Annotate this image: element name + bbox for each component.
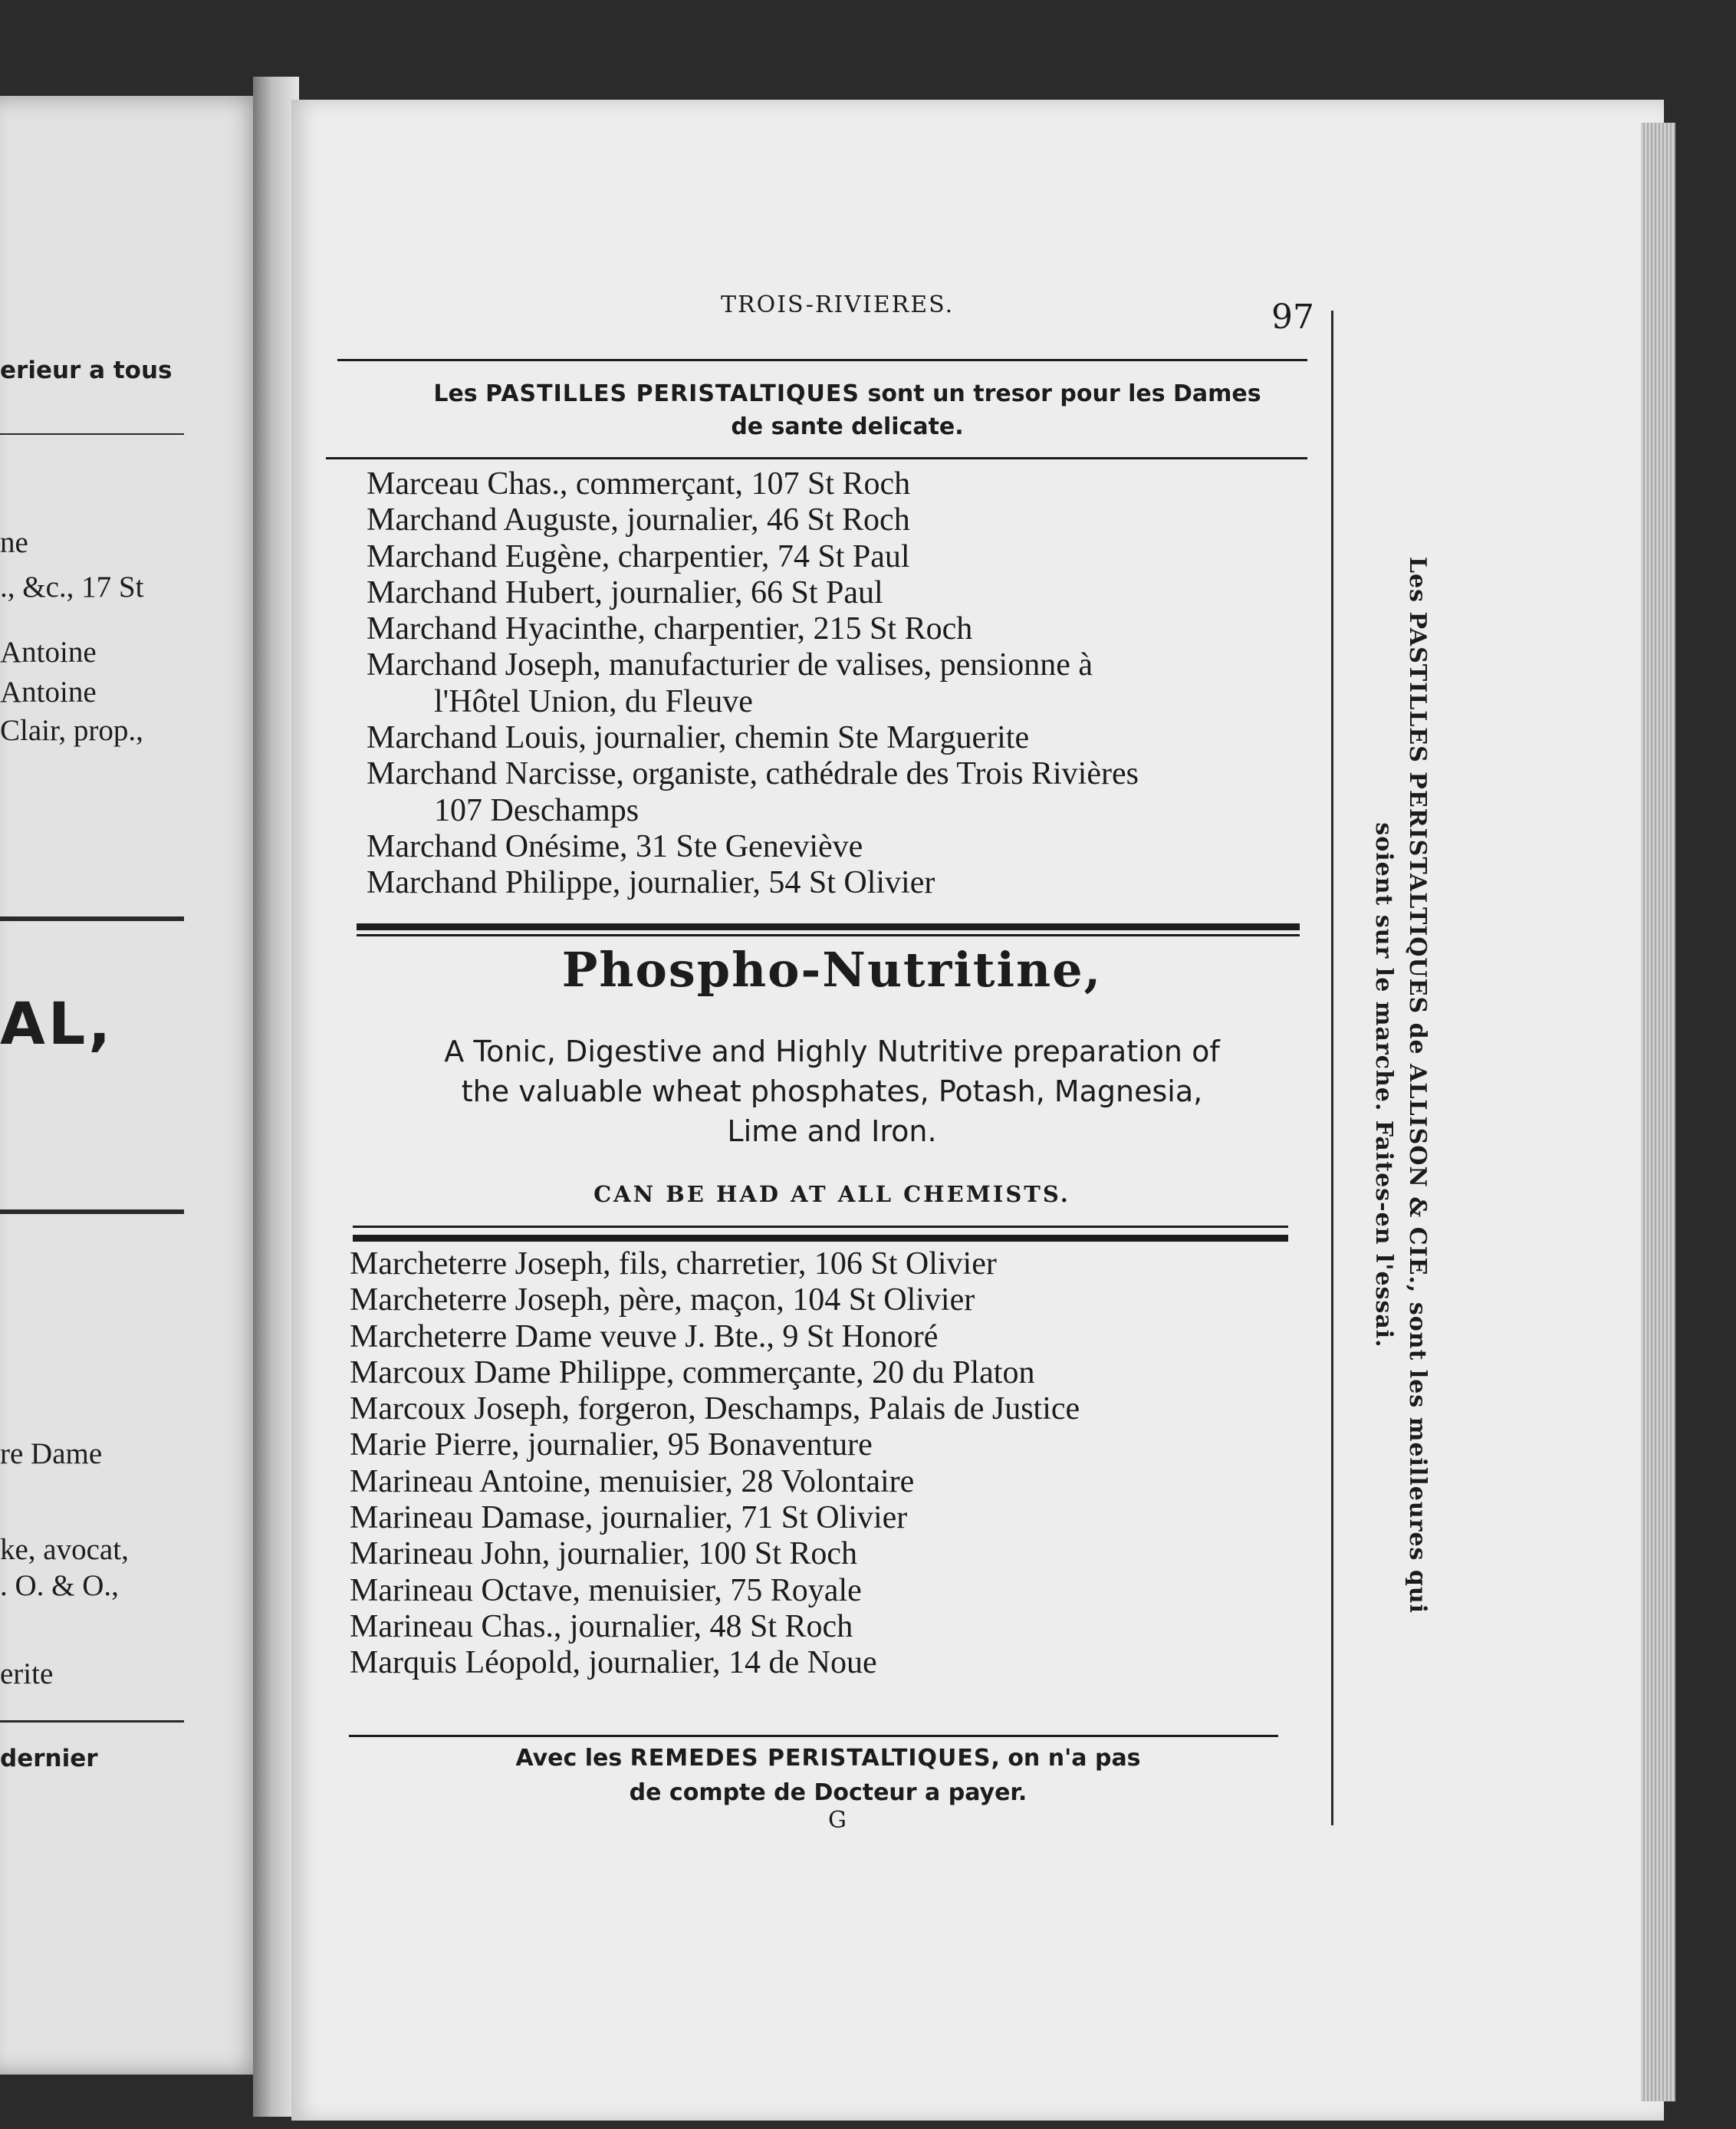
directory-entry: Marineau Antoine, menuisier, 28 Volontaire [350, 1463, 915, 1499]
directory-entry: Marchand Eugène, charpentier, 74 St Paul [367, 538, 910, 574]
directory-entry: Marquis Léopold, journalier, 14 de Noue [350, 1645, 877, 1681]
directory-entry: Marcoux Joseph, forgeron, Deschamps, Palais de Justice [350, 1391, 1080, 1427]
phospho-ad-title: Phospho-Nutritine, [561, 942, 1103, 998]
phospho-ad-tagline: CAN BE HAD AT ALL CHEMISTS. [593, 1181, 1070, 1207]
bottom-ad-line-1: Avec les REMEDES PERISTALTIQUES, on n'a pas [515, 1745, 1141, 1772]
ad-border-bottom [353, 1235, 1288, 1242]
header-rule [337, 359, 1307, 361]
side-ad-line-2: soient sur le marche. Faites-en l'essai. [1370, 822, 1397, 1348]
left-fragment: ne [0, 526, 28, 559]
directory-entry: Marineau John, journalier, 100 St Roch [350, 1536, 858, 1572]
signature-mark: G [828, 1807, 847, 1834]
left-rule [0, 916, 184, 921]
left-rule [0, 433, 184, 435]
directory-entry: Marineau Damase, journalier, 71 St Olivier [350, 1500, 908, 1536]
left-rule [0, 1209, 184, 1214]
section-rule [326, 457, 1307, 459]
left-fragment: Antoine [0, 636, 97, 669]
directory-entry: Marchand Hubert, journalier, 66 St Paul [367, 574, 883, 610]
side-ad-line-1: Les PASTILLES PERISTALTIQUES de ALLISON & CIE., sont les meilleures qui [1404, 556, 1431, 1614]
product-name: PASTILLES PERISTALTIQUES [1404, 611, 1431, 1015]
directory-entry: Marineau Chas., journalier, 48 St Roch [350, 1608, 853, 1644]
bottom-advertisement [353, 1741, 1304, 1810]
directory-entry: Marchand Louis, journalier, chemin Ste Marguerite [367, 720, 1030, 756]
left-fragment: erite [0, 1657, 54, 1690]
phospho-ad-line: Lime and Iron. [727, 1114, 937, 1148]
directory-entry: Marineau Octave, menuisier, 75 Royale [350, 1572, 862, 1608]
product-name: REMEDES PERISTALTIQUES [630, 1745, 991, 1772]
directory-entries-bottom [350, 1246, 1080, 1682]
directory-entry: Marchand Hyacinthe, charpentier, 215 St Roch [367, 611, 973, 647]
phospho-ad-line: A Tonic, Digestive and Highly Nutritive preparation of [444, 1035, 1220, 1068]
phospho-ad-line: the valuable wheat phosphates, Potash, Magnesia, [461, 1074, 1203, 1108]
page-edge [1641, 123, 1675, 2101]
footer-rule [349, 1735, 1278, 1737]
directory-entry-continuation: 107 Deschamps [434, 792, 639, 828]
left-fragment: re Dame [0, 1437, 103, 1470]
directory-entry: Marchand Auguste, journalier, 46 St Roch [367, 502, 910, 538]
running-head: TROIS-RIVIERES. [721, 291, 955, 318]
left-fragment: ke, avocat, [0, 1533, 129, 1566]
left-page [0, 96, 265, 2075]
directory-entry: Marchand Onésime, 31 Ste Geneviève [367, 828, 863, 864]
directory-entry: Marchand Narcisse, organiste, cathédrale des Trois Rivières [367, 756, 1139, 792]
ad-border-top-thin [357, 934, 1300, 936]
bottom-ad-line-2: de compte de Docteur a payer. [629, 1779, 1027, 1806]
left-fragment: . O. & O., [0, 1569, 119, 1602]
side-advertisement [1334, 406, 1434, 1764]
top-ad-line-1: Les PASTILLES PERISTALTIQUES sont un tresor pour les Dames [433, 380, 1261, 407]
directory-entry: Marcheterre Dame veuve J. Bte., 9 St Honoré [350, 1318, 939, 1354]
top-advertisement [383, 377, 1311, 443]
phospho-ad-body [345, 1032, 1319, 1151]
ad-border-top [357, 923, 1300, 930]
left-fragment: AL, [0, 989, 114, 1058]
directory-entry: Marceau Chas., commerçant, 107 St Roch [367, 466, 911, 502]
ad-border-bottom-thin [353, 1226, 1288, 1228]
page-number: 97 [1271, 298, 1314, 337]
directory-entry: Marcoux Dame Philippe, commerçante, 20 du Platon [350, 1354, 1035, 1390]
left-fragment: Antoine [0, 676, 97, 709]
left-fragment: ., &c., 17 St [0, 571, 144, 604]
left-rule [0, 1720, 184, 1723]
directory-entries-top [367, 466, 1139, 902]
margin-rule [1331, 311, 1333, 1825]
directory-entry: Marie Pierre, journalier, 95 Bonaventure [350, 1427, 873, 1463]
directory-entry: Marcheterre Joseph, fils, charretier, 106 St Olivier [350, 1246, 997, 1282]
left-fragment: Clair, prop., [0, 714, 143, 747]
left-fragment: dernier [0, 1745, 98, 1772]
brand-name: ALLISON & CIE. [1404, 1064, 1431, 1285]
directory-entry-continuation: l'Hôtel Union, du Fleuve [434, 683, 753, 719]
top-ad-line-2: de sante delicate. [731, 413, 964, 440]
directory-entry: Marcheterre Joseph, père, maçon, 104 St Olivier [350, 1282, 975, 1318]
directory-entry: Marchand Joseph, manufacturier de valises, pensionne à [367, 647, 1093, 683]
left-fragment: erieur a tous [0, 357, 173, 384]
product-name: PASTILLES PERISTALTIQUES [485, 380, 860, 407]
directory-entry: Marchand Philippe, journalier, 54 St Olivier [367, 865, 935, 901]
